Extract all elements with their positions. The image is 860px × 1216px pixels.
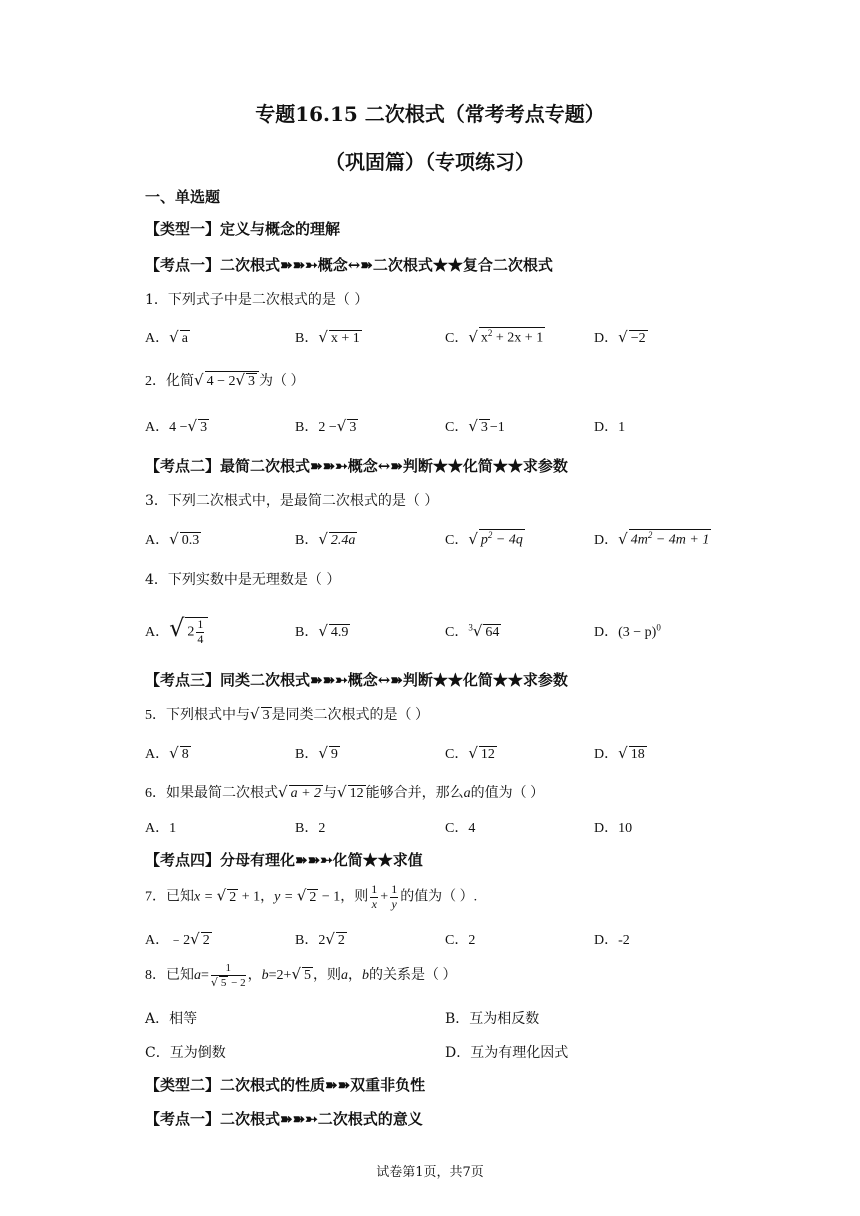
page-subtitle: （巩固篇）（专项练习） — [325, 150, 535, 174]
question-5-option-d: D．√ 18 — [594, 744, 645, 762]
question-3-stem: 3．下列二次根式中，是最简二次根式的是（ ） — [145, 493, 439, 509]
question-2-option-a: A．4 −√ 3 — [145, 417, 208, 435]
page-title: 专题16.15 二次根式（常考考点专题） — [255, 102, 605, 126]
question-4-option-d: D．$(3 - p)^0$ — [594, 622, 661, 640]
question-5-option-a: A．√ 8 — [145, 744, 189, 762]
question-8-option-d: D．互为有理化因式 — [445, 1045, 569, 1061]
question-7-option-c: C．2 — [445, 933, 476, 948]
question-6-option-b: B．2 — [295, 821, 326, 836]
knowledge-point-heading-2: 【考点二】最简二次根式➽➽➳概念↔➽判断★★化简★★求参数 — [145, 457, 568, 475]
page-footer: 试卷第1页，共7页 — [376, 1165, 484, 1180]
question-8-stem: 8．已知a= $\frac{1}{√ 5 - 2}$ ，b=2+√ 5 ，则a，b的关系是（ ） — [145, 962, 457, 989]
question-3-option-d: D．√ $4m^2 - 4m + 1$ — [594, 530, 710, 548]
question-1-option-c: C．√ $x^2 + 2x + 1$ — [445, 328, 544, 346]
question-4-stem: 4．下列实数中是无理数是（ ） — [145, 572, 341, 588]
knowledge-point-heading-1: 【考点一】二次根式➽➽➳概念↔➽二次根式★★复合二次根式 — [145, 256, 553, 274]
knowledge-point-heading-4: 【考点四】分母有理化➽➽➳化简★★求值 — [145, 851, 423, 869]
question-4-option-a: A．√ 2 $\frac{1}{4}$ — [145, 614, 208, 647]
question-3-option-b: B．√ 2.4a — [295, 530, 356, 548]
section-heading-single-choice: 一、单选题 — [145, 188, 221, 206]
type-heading-1: 【类型一】定义与概念的理解 — [145, 220, 341, 238]
question-1-option-b: B．√ x + 1 — [295, 328, 360, 346]
question-6-option-a: A．1 — [145, 821, 177, 836]
question-1-option-a: A．√ a — [145, 328, 188, 346]
question-7-option-b: B．2√ 2 — [295, 930, 345, 948]
question-4-option-b: B．√ 4.9 — [295, 622, 349, 640]
question-7-option-d: D．-2 — [594, 933, 630, 948]
question-1-stem: 1．下列式子中是二次根式的是（ ） — [145, 292, 369, 308]
question-6-option-d: D．10 — [594, 821, 633, 836]
knowledge-point-heading-3: 【考点三】同类二次根式➽➽➳概念↔➽判断★★化简★★求参数 — [145, 671, 568, 689]
question-6-option-c: C．4 — [445, 821, 476, 836]
question-6-stem: 6．如果最简二次根式√ a + 2 与√ 12 能够合并，那么a的值为（ ） — [145, 783, 545, 801]
question-8-option-b: B．互为相反数 — [445, 1011, 540, 1027]
question-2-option-c: C．√ 3 −1 — [445, 417, 505, 435]
question-2-option-b: B．2 −√ 3 — [295, 417, 357, 435]
question-2-stem: 2．化简√ 4 − 2√ 3 为（ ） — [145, 371, 305, 389]
question-3-option-c: C．√ $p^2 - 4q$ — [445, 530, 523, 548]
question-7-option-a: A．﹣2√ 2 — [145, 930, 210, 948]
question-3-option-a: A．√ 0.3 — [145, 530, 200, 548]
question-5-option-b: B．√ 9 — [295, 744, 338, 762]
type-heading-2: 【类型二】二次根式的性质➽➽双重非负性 — [145, 1076, 426, 1094]
question-7-stem: 7．已知x = √ 2 + 1，y = √ 2 − 1，则 $\frac{1}{x}$ + $\frac{1}{y}$ 的值为（ ）. — [145, 882, 478, 911]
question-1-option-d: D．√ −2 — [594, 328, 646, 346]
question-8-option-c: C．互为倒数 — [145, 1045, 226, 1061]
question-2-option-d: D．1 — [594, 420, 626, 435]
knowledge-point-heading-5: 【考点一】二次根式➽➽➳二次根式的意义 — [145, 1110, 423, 1128]
question-4-option-c: C．$^3$√ 64 — [445, 622, 500, 640]
question-8-option-a: A．相等 — [145, 1011, 198, 1027]
question-5-stem: 5．下列根式中与√ 3 是同类二次根式的是（ ） — [145, 705, 430, 723]
question-5-option-c: C．√ 12 — [445, 744, 495, 762]
